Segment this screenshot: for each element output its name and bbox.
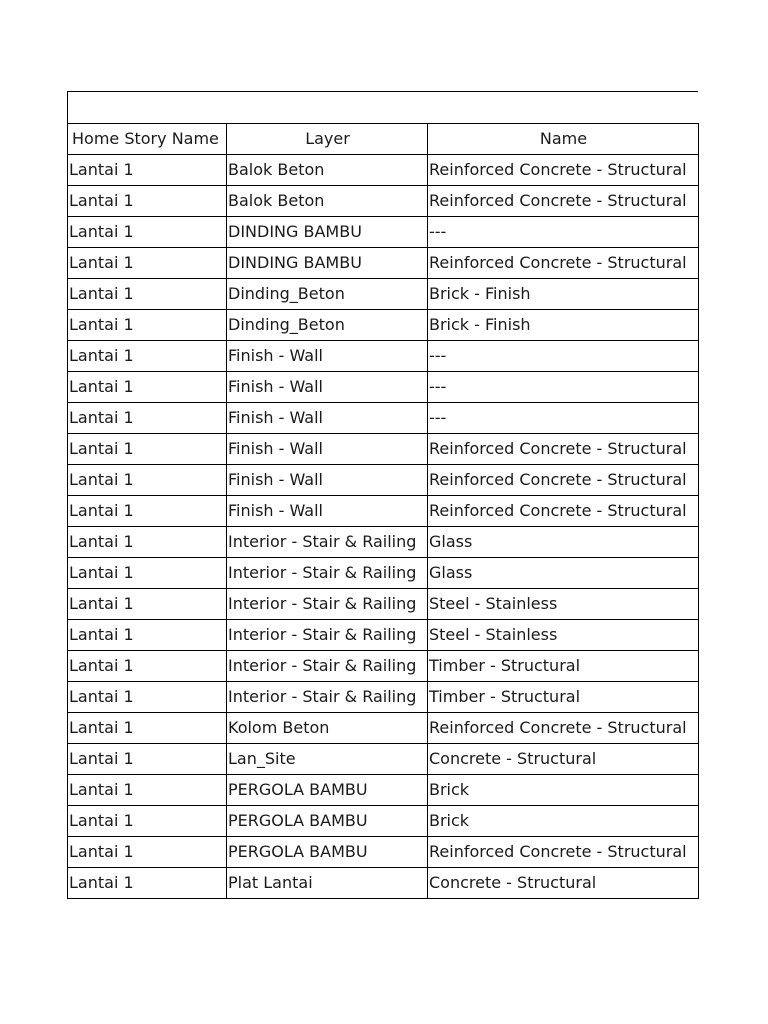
table-row (68, 682, 699, 713)
table-row (68, 434, 699, 465)
cell-name: --- (428, 217, 699, 248)
table-row (68, 186, 699, 217)
cell-name: Reinforced Concrete - Structural (428, 837, 699, 868)
table-row (68, 155, 699, 186)
cell-home-story-name: Lantai 1 (68, 837, 227, 868)
cell-layer: Interior - Stair & Railing (227, 558, 428, 589)
cell-home-story-name: Lantai 1 (68, 248, 227, 279)
cell-home-story-name: Lantai 1 (68, 341, 227, 372)
table-row (68, 465, 699, 496)
cell-layer: PERGOLA BAMBU (227, 775, 428, 806)
table-row (68, 279, 699, 310)
cell-name: Reinforced Concrete - Structural (428, 155, 699, 186)
cell-layer: Finish - Wall (227, 403, 428, 434)
cell-home-story-name: Lantai 1 (68, 682, 227, 713)
cell-name: Concrete - Structural (428, 868, 699, 899)
cell-name: Steel - Stainless (428, 620, 699, 651)
schedule-sheet (67, 91, 698, 899)
table-row (68, 744, 699, 775)
cell-home-story-name: Lantai 1 (68, 868, 227, 899)
header-layer: Layer (227, 124, 428, 155)
cell-home-story-name: Lantai 1 (68, 434, 227, 465)
cell-layer: Balok Beton (227, 186, 428, 217)
cell-name: Reinforced Concrete - Structural (428, 465, 699, 496)
cell-layer: DINDING BAMBU (227, 217, 428, 248)
table-row (68, 868, 699, 899)
cell-home-story-name: Lantai 1 (68, 403, 227, 434)
cell-home-story-name: Lantai 1 (68, 589, 227, 620)
cell-name: Brick - Finish (428, 279, 699, 310)
cell-home-story-name: Lantai 1 (68, 651, 227, 682)
cell-name: Reinforced Concrete - Structural (428, 713, 699, 744)
cell-home-story-name: Lantai 1 (68, 620, 227, 651)
cell-name: Glass (428, 527, 699, 558)
header-name: Name (428, 124, 699, 155)
table-row (68, 341, 699, 372)
cell-name: Reinforced Concrete - Structural (428, 186, 699, 217)
table-row (68, 775, 699, 806)
cell-name: Timber - Structural (428, 651, 699, 682)
cell-layer: PERGOLA BAMBU (227, 837, 428, 868)
table-row (68, 620, 699, 651)
table-row (68, 837, 699, 868)
cell-name: Brick - Finish (428, 310, 699, 341)
cell-layer: DINDING BAMBU (227, 248, 428, 279)
cell-home-story-name: Lantai 1 (68, 372, 227, 403)
cell-name: Concrete - Structural (428, 744, 699, 775)
cell-home-story-name: Lantai 1 (68, 279, 227, 310)
cell-layer: Balok Beton (227, 155, 428, 186)
cell-layer: Interior - Stair & Railing (227, 589, 428, 620)
cell-name: --- (428, 403, 699, 434)
cell-home-story-name: Lantai 1 (68, 806, 227, 837)
header-home-story-name: Home Story Name (68, 124, 227, 155)
table-row (68, 558, 699, 589)
cell-name: Reinforced Concrete - Structural (428, 496, 699, 527)
cell-name: Timber - Structural (428, 682, 699, 713)
cell-home-story-name: Lantai 1 (68, 217, 227, 248)
cell-home-story-name: Lantai 1 (68, 775, 227, 806)
table-row (68, 651, 699, 682)
cell-home-story-name: Lantai 1 (68, 558, 227, 589)
cell-name: Brick (428, 775, 699, 806)
table-row (68, 806, 699, 837)
cell-name: Glass (428, 558, 699, 589)
cell-layer: Finish - Wall (227, 465, 428, 496)
table-row (68, 248, 699, 279)
cell-name: Reinforced Concrete - Structural (428, 434, 699, 465)
cell-layer: Finish - Wall (227, 496, 428, 527)
table-row (68, 403, 699, 434)
cell-layer: Finish - Wall (227, 341, 428, 372)
cell-layer: Plat Lantai (227, 868, 428, 899)
material-schedule-table (67, 123, 699, 899)
cell-home-story-name: Lantai 1 (68, 186, 227, 217)
cell-name: --- (428, 341, 699, 372)
cell-home-story-name: Lantai 1 (68, 744, 227, 775)
cell-layer: Interior - Stair & Railing (227, 651, 428, 682)
cell-layer: Kolom Beton (227, 713, 428, 744)
cell-layer: Finish - Wall (227, 372, 428, 403)
table-row (68, 372, 699, 403)
table-body (68, 155, 699, 899)
cell-name: --- (428, 372, 699, 403)
table-row (68, 713, 699, 744)
table-title-row (67, 91, 698, 123)
cell-layer: Interior - Stair & Railing (227, 527, 428, 558)
cell-layer: Lan_Site (227, 744, 428, 775)
cell-name: Steel - Stainless (428, 589, 699, 620)
cell-layer: Dinding_Beton (227, 310, 428, 341)
table-row (68, 527, 699, 558)
table-row (68, 496, 699, 527)
cell-home-story-name: Lantai 1 (68, 310, 227, 341)
table-row (68, 589, 699, 620)
cell-layer: Dinding_Beton (227, 279, 428, 310)
cell-layer: PERGOLA BAMBU (227, 806, 428, 837)
cell-home-story-name: Lantai 1 (68, 465, 227, 496)
cell-layer: Finish - Wall (227, 434, 428, 465)
cell-home-story-name: Lantai 1 (68, 496, 227, 527)
cell-home-story-name: Lantai 1 (68, 527, 227, 558)
cell-home-story-name: Lantai 1 (68, 713, 227, 744)
cell-name: Reinforced Concrete - Structural (428, 248, 699, 279)
cell-name: Brick (428, 806, 699, 837)
table-row (68, 310, 699, 341)
cell-home-story-name: Lantai 1 (68, 155, 227, 186)
cell-layer: Interior - Stair & Railing (227, 620, 428, 651)
cell-layer: Interior - Stair & Railing (227, 682, 428, 713)
header-row (68, 124, 699, 155)
table-row (68, 217, 699, 248)
